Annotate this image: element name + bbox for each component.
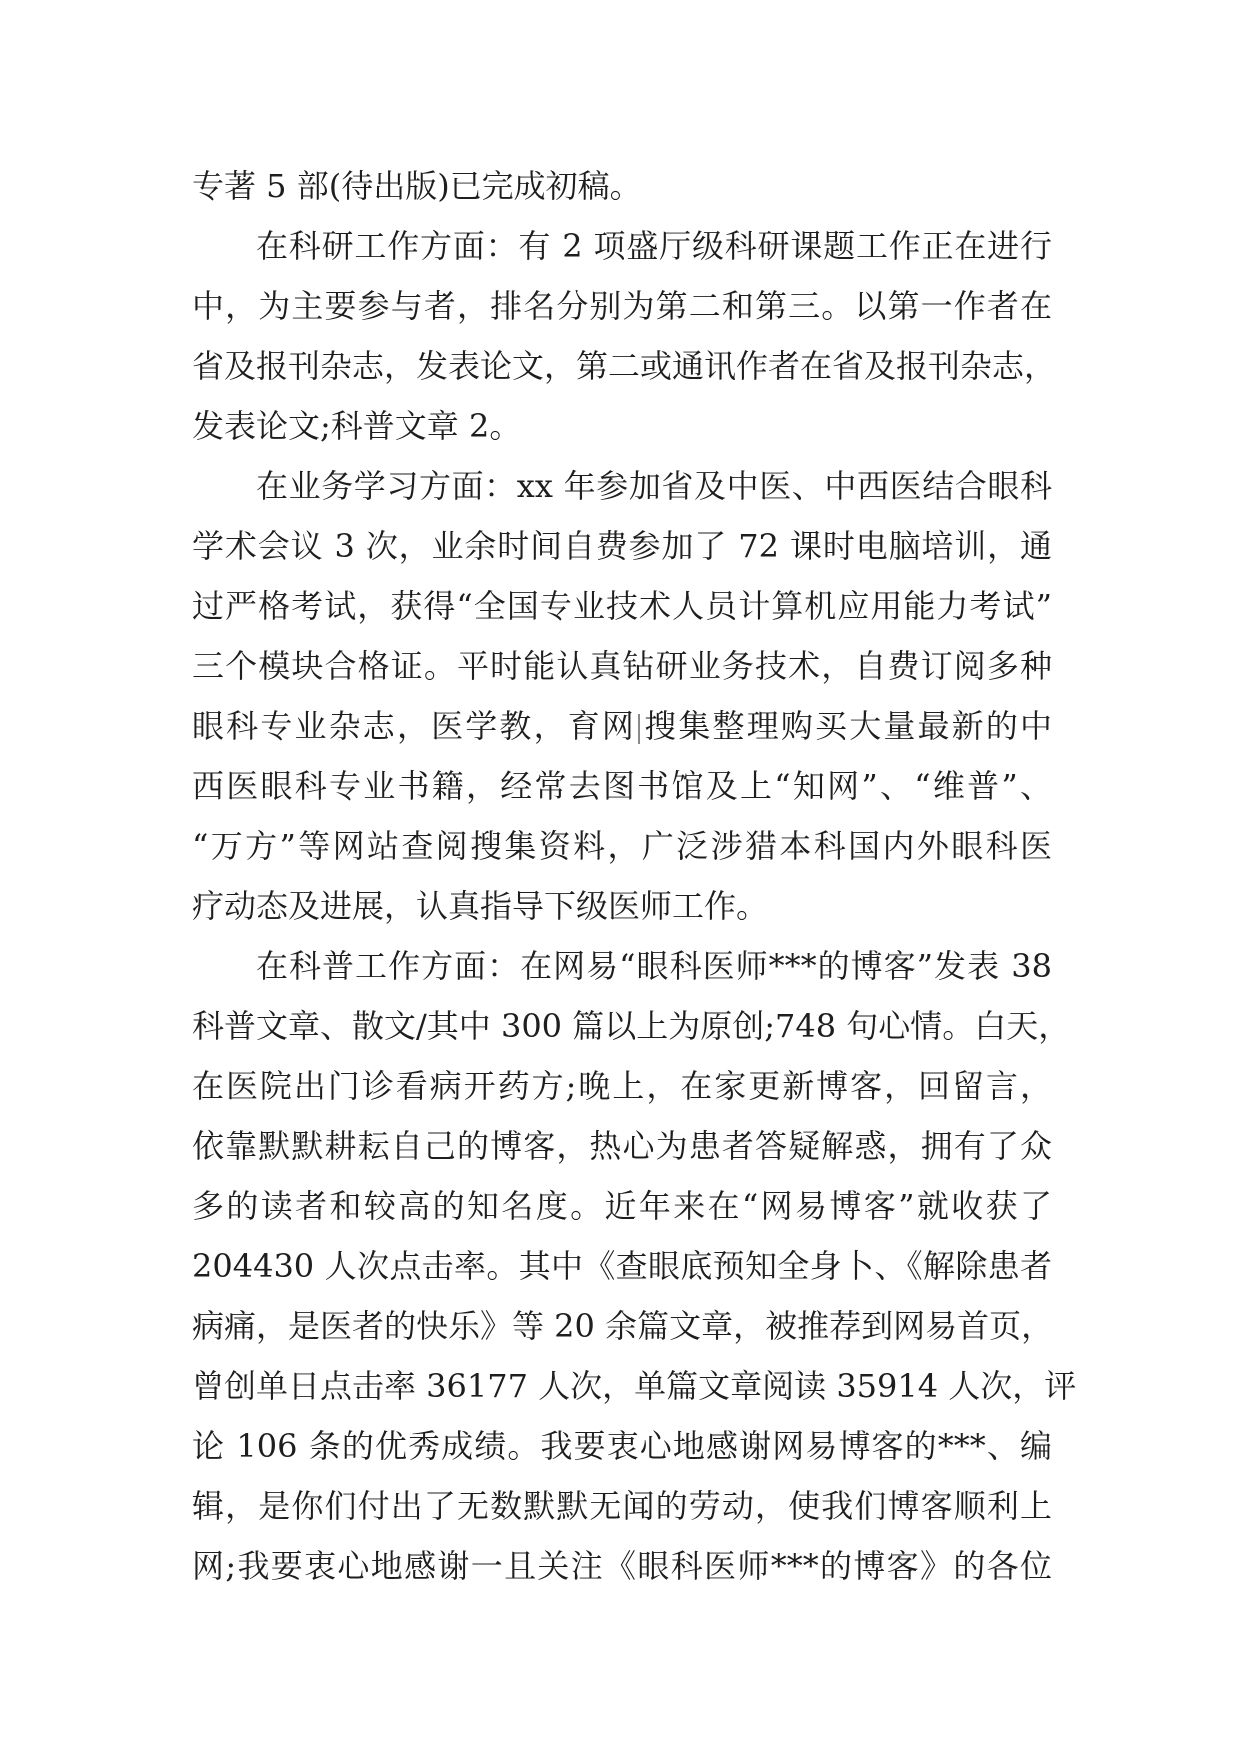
text-line: 三个模块合格证。平时能认真钻研业务技术，自费订阅多种: [192, 647, 1052, 685]
text-line: 在医院出门诊看病开药方;晚上，在家更新博客，回留言，: [192, 1067, 1052, 1105]
text-line: 专著 5 部(待出版)已完成初稿。: [192, 167, 642, 205]
text-line: 科普文章、散文/其中 300 篇以上为原创;748 句心情。白天，: [192, 1007, 1071, 1045]
text-line: 学术会议 3 次，业余时间自费参加了 72 课时电脑培训，通: [192, 527, 1052, 565]
text-line: 依靠默默耕耘自己的博客，热心为患者答疑解惑，拥有了众: [192, 1127, 1052, 1165]
text-cursor-marker: [638, 714, 640, 744]
text-line: 辑，是你们付出了无数默默无闻的劳动，使我们博客顺利上: [192, 1487, 1052, 1525]
text-line: 西医眼科专业书籍，经常去图书馆及上“知网”、“维普”、: [192, 767, 1052, 805]
text-line: 过严格考试，获得“全国专业技术人员计算机应用能力考试”: [192, 587, 1052, 625]
paragraph-start-line: 在业务学习方面：xx 年参加省及中医、中西医结合眼科: [256, 467, 1052, 505]
text-line: 曾创单日点击率 36177 人次，单篇文章阅读 35914 人次，评: [192, 1367, 1077, 1405]
text-line-with-marker: [192, 696, 1052, 756]
text-line: 网;我要衷心地感谢一且关注《眼科医师***的博客》的各位: [192, 1547, 1052, 1585]
text-line: 疗动态及进展，认真指导下级医师工作。: [192, 887, 769, 925]
paragraph-start-line: 在科普工作方面：在网易“眼科医师***的博客”发表 38: [256, 947, 1052, 985]
text-line: “万方”等网站查阅搜集资料，广泛涉猎本科国内外眼科医: [192, 827, 1052, 865]
text-fragment: 眼科专业杂志，医学教，育网: [192, 707, 637, 745]
text-line: 发表论文;科普文章 2。: [192, 407, 522, 445]
text-line: 204430 人次点击率。其中《查眼底预知全身卜、《解除患者: [192, 1247, 1052, 1285]
body-text: [192, 156, 1077, 1596]
text-line: 省及报刊杂志，发表论文，第二或通讯作者在省及报刊杂志，: [192, 347, 1057, 385]
text-line: 论 106 条的优秀成绩。我要衷心地感谢网易博客的***、编: [192, 1427, 1052, 1465]
text-line: 多的读者和较高的知名度。近年来在“网易博客”就收获了: [192, 1187, 1052, 1225]
text-line: 病痛，是医者的快乐》等 20 余篇文章，被推荐到网易首页，: [192, 1307, 1054, 1345]
paragraph-start-line: 在科研工作方面：有 2 项盛厅级科研课题工作正在进行: [256, 227, 1052, 265]
text-fragment: 搜集整理购买大量最新的中: [642, 707, 1052, 745]
text-line: 中，为主要参与者，排名分别为第二和第三。以第一作者在: [192, 287, 1052, 325]
